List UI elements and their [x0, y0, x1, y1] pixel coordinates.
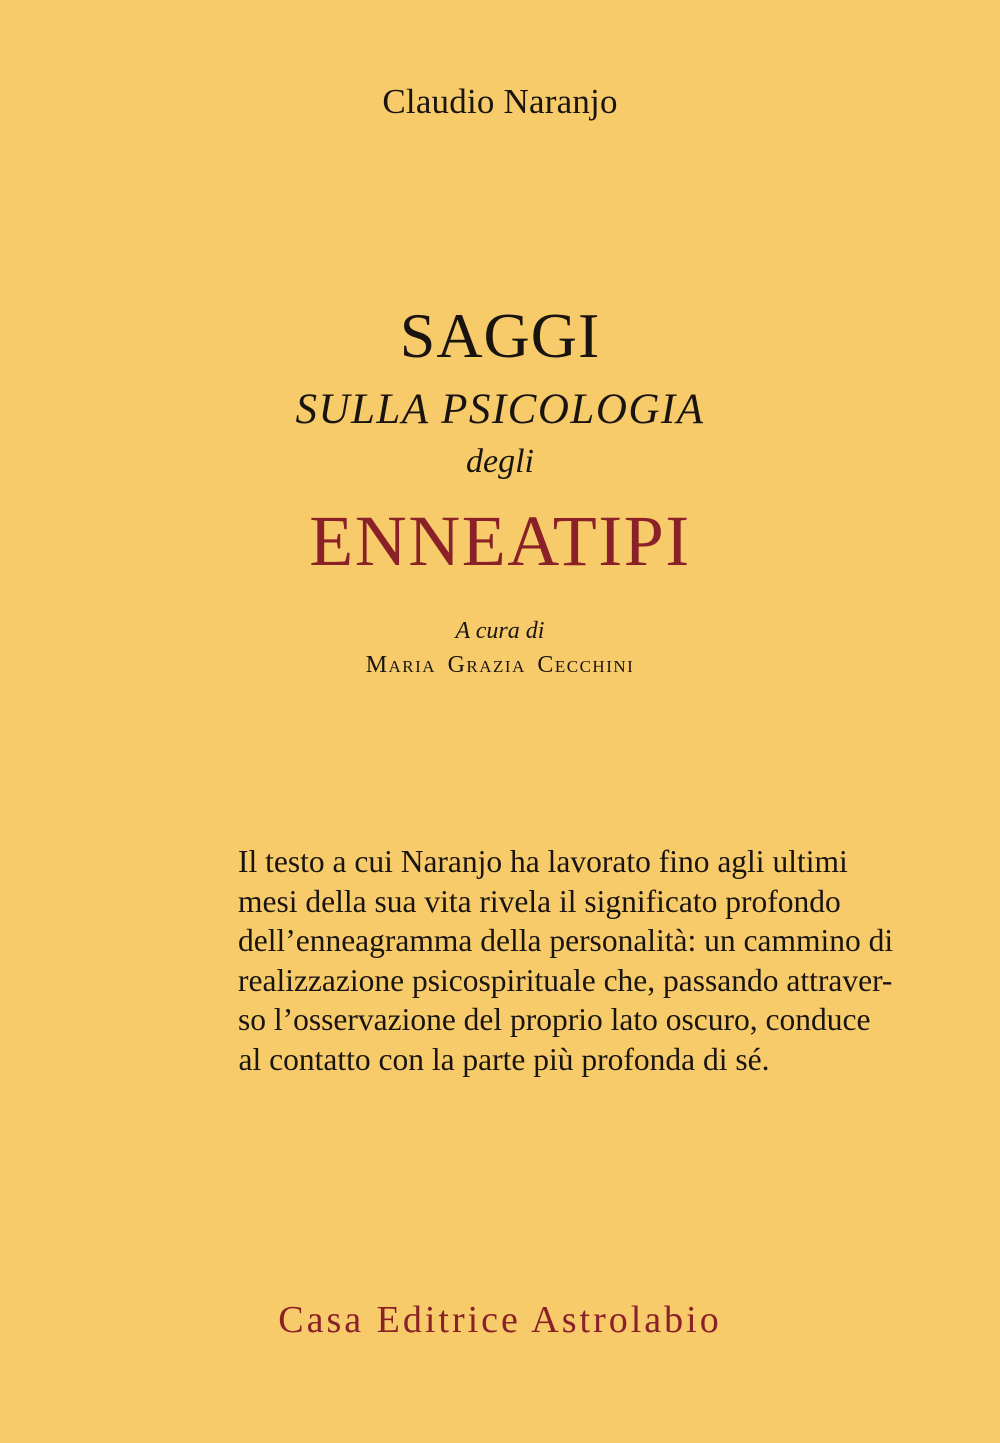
blurb-text [238, 842, 894, 1079]
blurb-line: so l’osservazione del proprio lato oscuro, conduce [238, 1002, 871, 1037]
blurb-line: realizzazione psicospirituale che, passando attraver- [238, 962, 893, 998]
title-subtitle: SULLA PSICOLOGIA [295, 386, 705, 433]
title-main: SAGGI [399, 300, 601, 371]
curator-name: Maria Grazia Cecchini [365, 652, 635, 678]
publisher-name: Casa Editrice Astrolabio [278, 1299, 722, 1341]
blurb-line: mesi della sua vita rivela il significato profondo [238, 883, 841, 919]
blurb-line: al contatto con la parte più profonda di sé. [238, 1041, 770, 1077]
title-connector: degli [466, 443, 534, 480]
curator-label: A cura di [455, 618, 545, 644]
author-name: Claudio Naranjo [382, 82, 618, 121]
blurb-line: dell’enneagramma della personalità: un cammino di [238, 923, 894, 958]
title-highlight: ENNEATIPI [309, 501, 691, 581]
blurb-line: Il testo a cui Naranjo ha lavorato fino agli ultimi [238, 844, 848, 879]
